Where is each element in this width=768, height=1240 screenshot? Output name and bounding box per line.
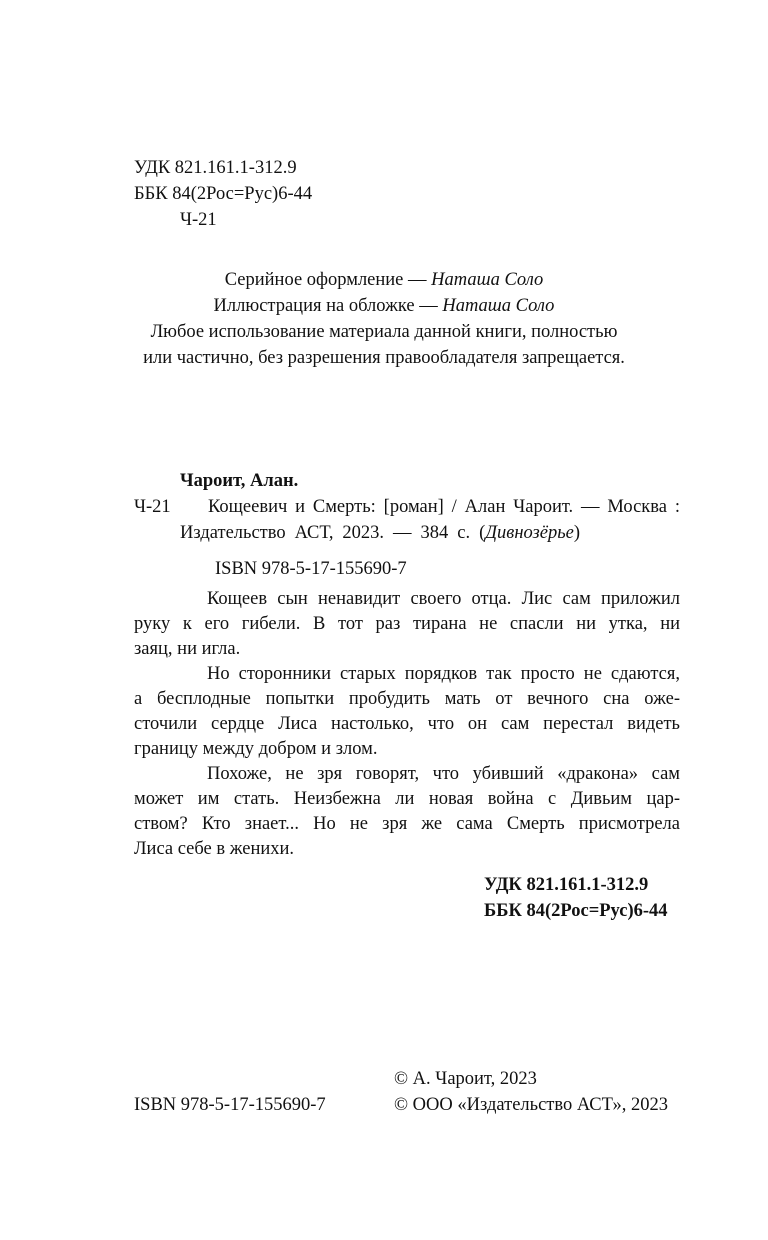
author-copyright: © А. Чароит, 2023	[394, 1069, 537, 1089]
series-design-name: Наташа Соло	[431, 270, 544, 290]
record-author-sign: Ч-21	[134, 497, 171, 517]
record-publisher-prefix: Издательство АСТ, 2023. — 384 с. (	[180, 523, 486, 543]
copyright-notice-line: или частично, без разрешения правообладателя запрещается.	[143, 348, 625, 368]
footer-isbn: ISBN 978-5-17-155690-7	[134, 1095, 326, 1115]
bottom-bbk-code: ББК 84(2Рос=Рус)6-44	[484, 901, 668, 921]
annotation-line: границу между добром и злом.	[134, 739, 378, 759]
annotation-line: Но сторонники старых порядков так просто не сдаются,	[207, 664, 680, 684]
record-publisher-suffix: )	[573, 523, 580, 543]
cover-illustration-label: Иллюстрация на обложке —	[213, 296, 443, 316]
series-design-label: Серийное оформление —	[224, 270, 432, 290]
record-isbn: ISBN 978-5-17-155690-7	[215, 559, 407, 579]
annotation-line: Кощеев сын ненавидит своего отца. Лис сам приложил	[207, 589, 680, 609]
annotation-line: руку к его гибели. В тот раз тирана не спасли ни утка, ни	[134, 614, 680, 634]
cover-illustration-credit	[0, 293, 768, 319]
annotation-line: сточили сердце Лиса настолько, что он сам перестал видеть	[134, 714, 680, 734]
author-sign: Ч-21	[180, 210, 217, 230]
series-design-credit	[0, 267, 768, 293]
annotation-line: Похоже, не зря говорят, что убивший «дракона» сам	[207, 764, 680, 784]
annotation-line: ством? Кто знает... Но не зря же сама Смерть присмотрела	[134, 814, 680, 834]
record-publisher-line	[180, 520, 580, 546]
cover-illustration-name: Наташа Соло	[442, 296, 555, 316]
bottom-udk-code: УДК 821.161.1-312.9	[484, 875, 649, 895]
annotation-line: а бесплодные попытки пробудить мать от вечного сна оже-	[134, 689, 680, 709]
udk-code: УДК 821.161.1-312.9	[134, 158, 297, 178]
series-name: Дивнозёрье	[485, 523, 574, 543]
publisher-copyright: © ООО «Издательство АСТ», 2023	[394, 1095, 668, 1115]
annotation-line: Лиса себе в женихи.	[134, 839, 295, 859]
record-title-line: Кощеевич и Смерть: [роман] / Алан Чароит. — Москва :	[208, 497, 680, 517]
bbk-code: ББК 84(2Рос=Рус)6-44	[134, 184, 313, 204]
annotation-line: может им стать. Неизбежна ли новая война с Дивьим цар-	[134, 789, 680, 809]
annotation-line: заяц, ни игла.	[134, 639, 241, 659]
copyright-notice-line: Любое использование материала данной книги, полностью	[150, 322, 618, 342]
author-heading: Чароит, Алан.	[180, 471, 299, 491]
